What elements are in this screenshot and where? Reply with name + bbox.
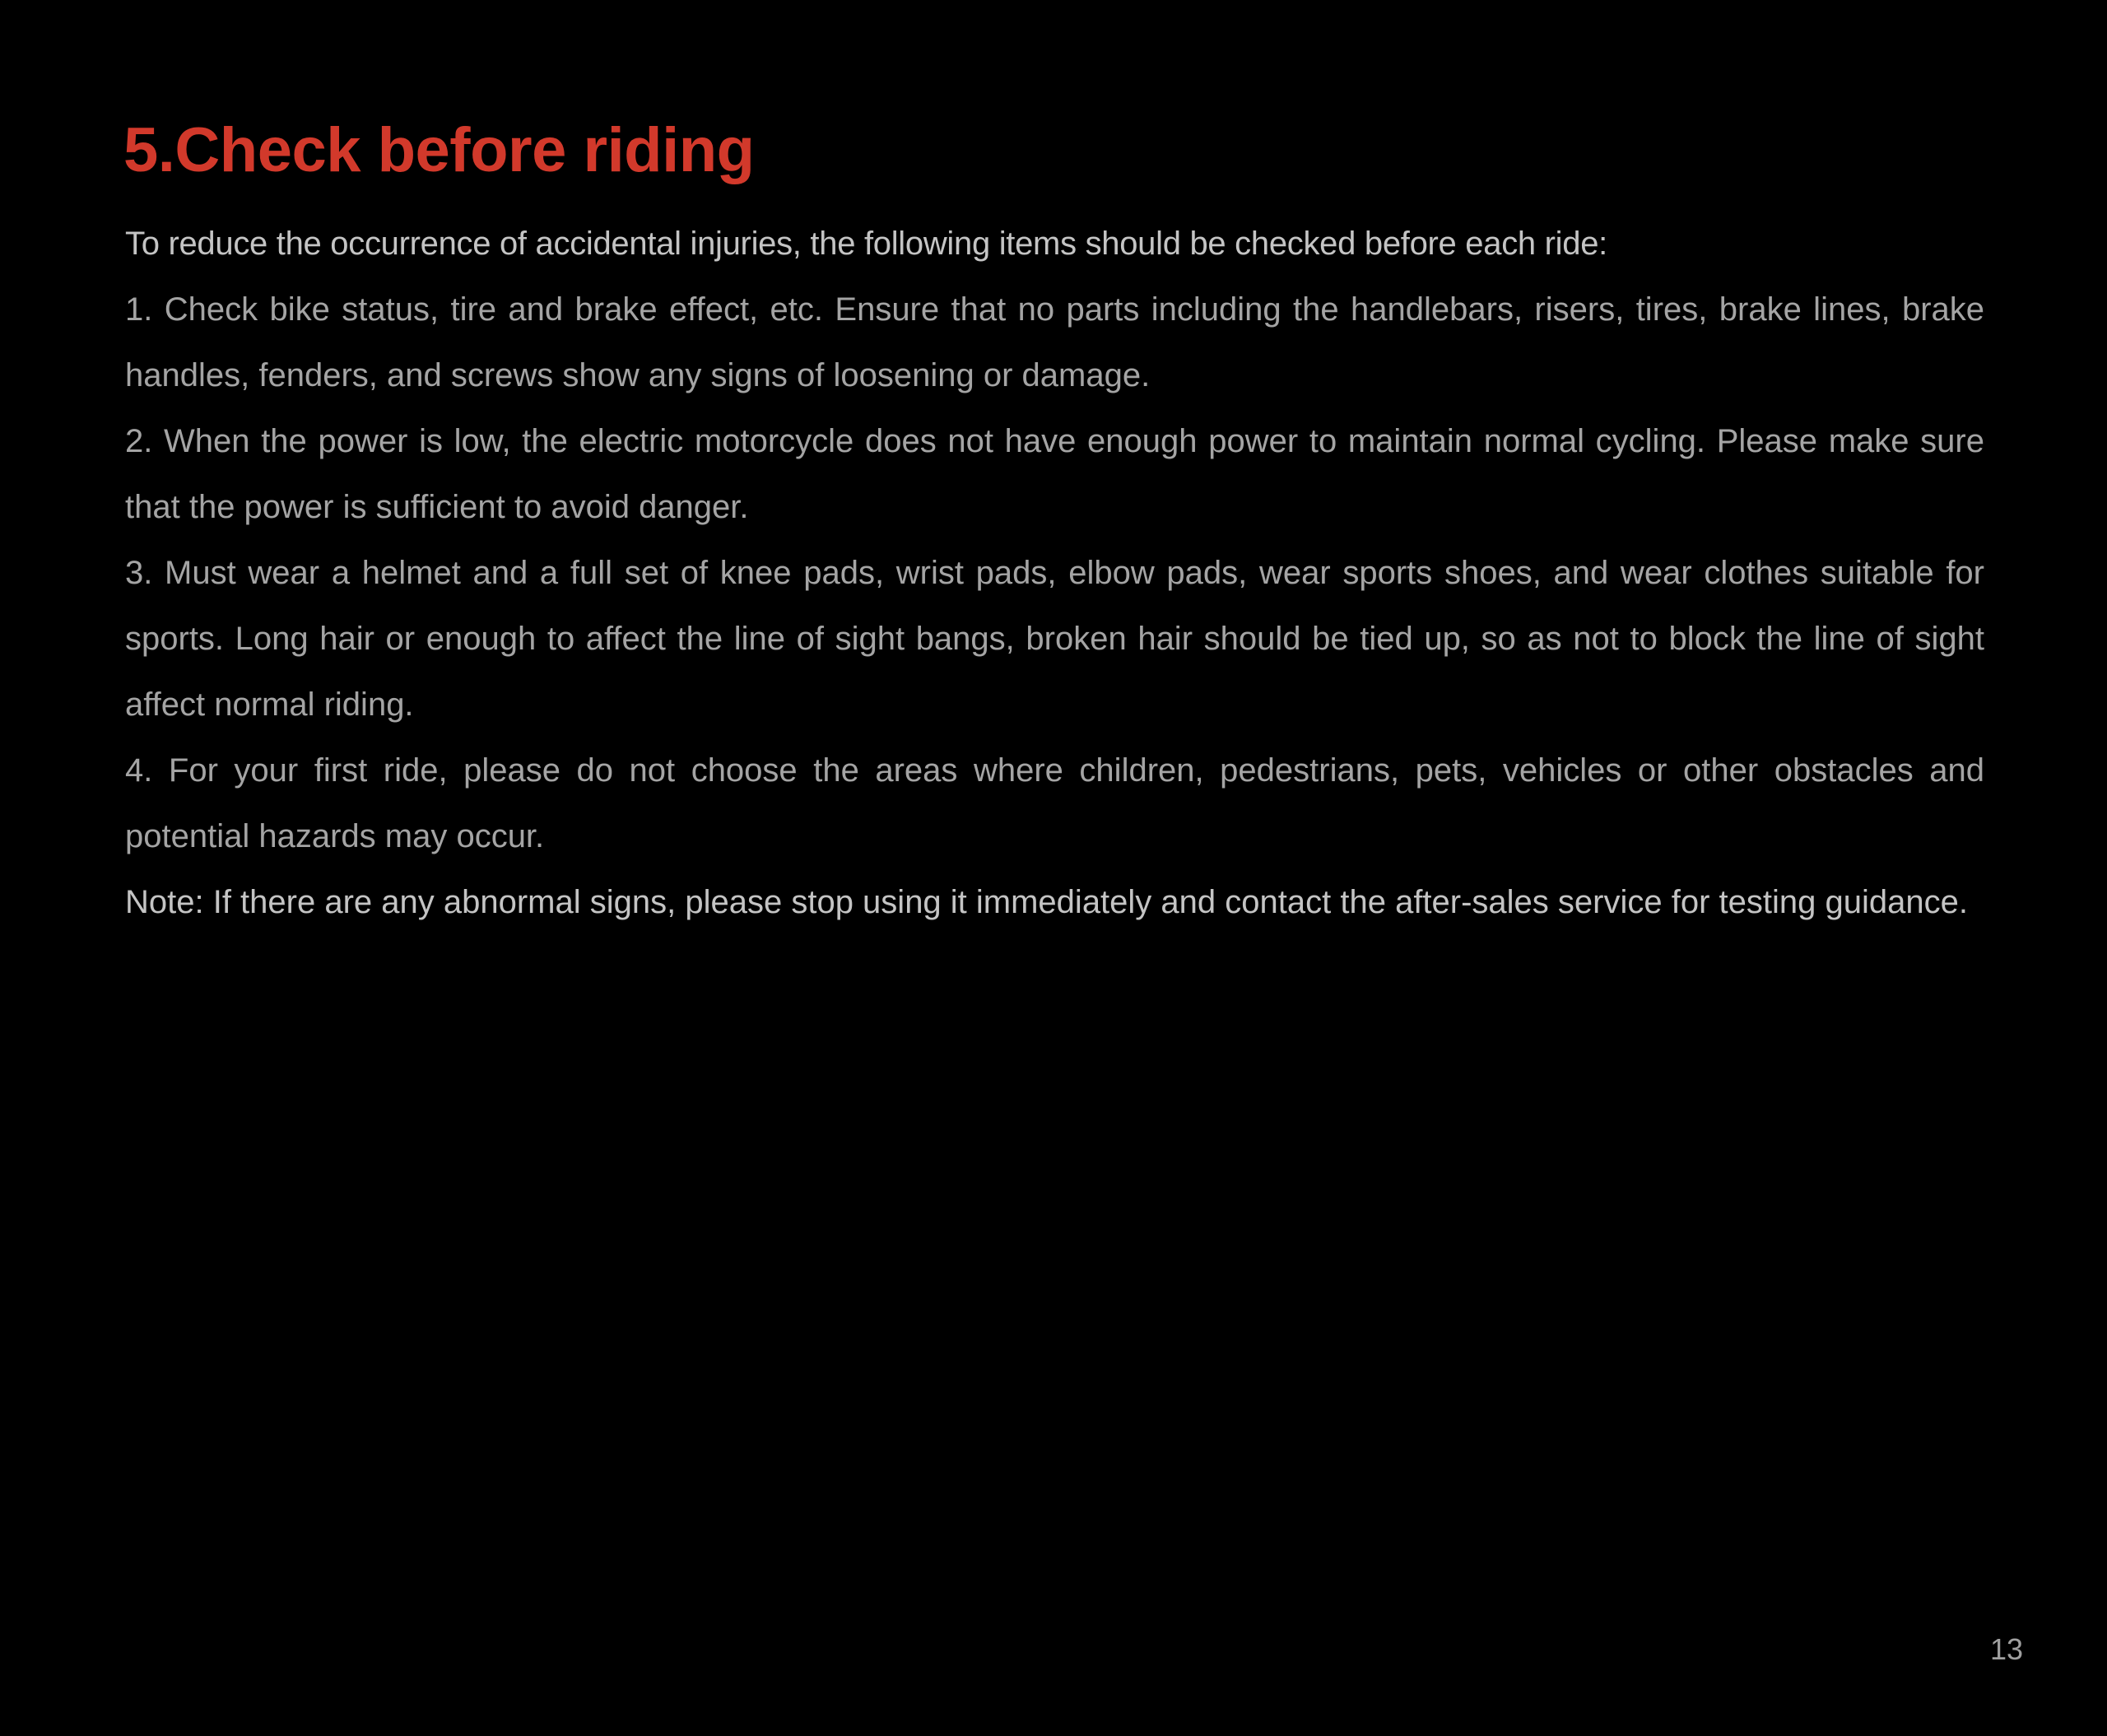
- checklist-item-4: 4. For your first ride, please do not choose the areas where children, pedestrians, pets, vehicles or other obstacles and potential hazards may occur.: [125, 752, 1984, 854]
- section-title: 5.Check before riding: [123, 115, 755, 185]
- checklist-item-1: 1. Check bike status, tire and brake effect, etc. Ensure that no parts including the handlebars, risers, tires, brake lines, brake handles, fenders, and screws show any signs of loosening or damage.: [125, 291, 1984, 393]
- checklist-item-3: 3. Must wear a helmet and a full set of knee pads, wrist pads, elbow pads, wear sports shoes, and wear clothes suitable for sports. Long hair or enough to affect the line of sight bangs, broken hair should be tied up, so as not to block the line of sight affect normal riding.: [125, 555, 1984, 723]
- checklist-item-2: 2. When the power is low, the electric motorcycle does not have enough power to maintain normal cycling. Please make sure that the power is sufficient to avoid danger.: [125, 423, 1984, 525]
- section-body: [125, 211, 1984, 935]
- intro-paragraph: To reduce the occurrence of accidental injuries, the following items should be checked before each ride:: [125, 226, 1607, 262]
- note-paragraph: Note: If there are any abnormal signs, please stop using it immediately and contact the after-sales service for testing guidance.: [125, 884, 1968, 920]
- page-number: 13: [1989, 1632, 2023, 1666]
